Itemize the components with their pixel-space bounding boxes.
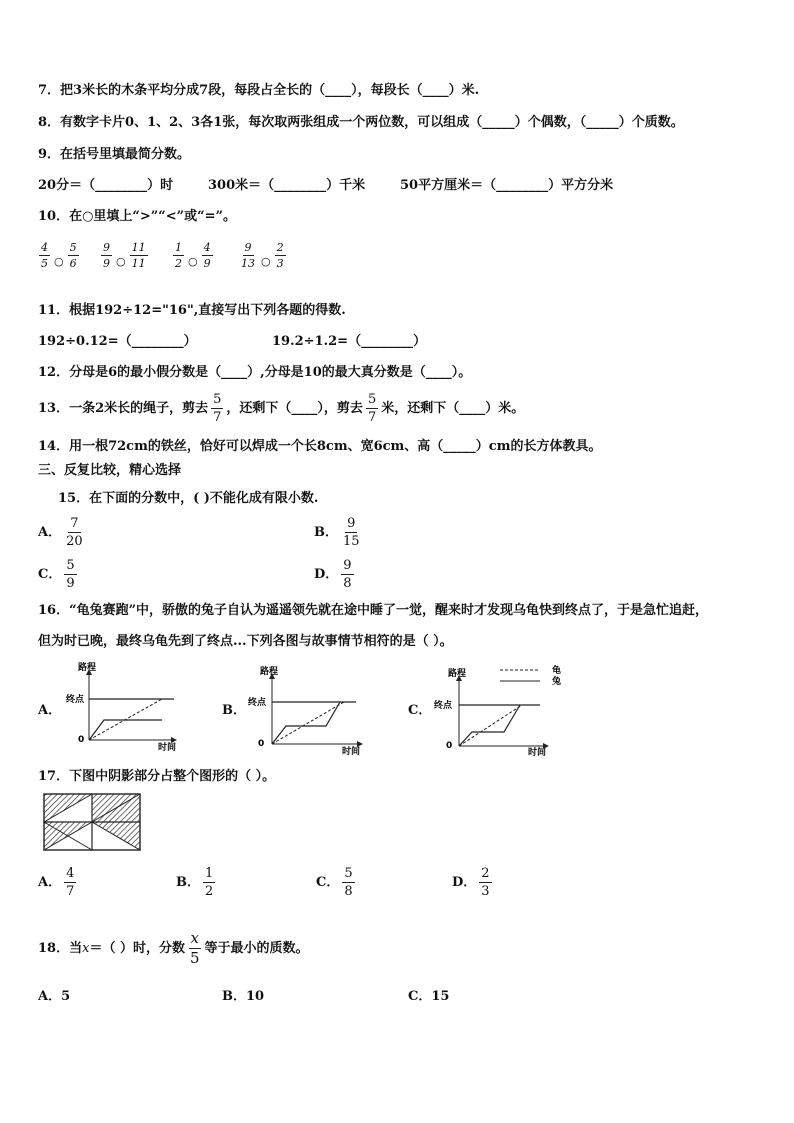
compare-pair-4: $\frac{9}{13}$ $_○$ $\frac{2}{3}$ xyxy=(241,241,284,270)
q16-option-c-label[interactable]: C． xyxy=(408,703,432,718)
legend-tortoise-label: 龟 xyxy=(552,666,562,676)
question-12: 12．分母是6的最小假分数是（____）,分母是10的最大真分数是（____）。 xyxy=(38,365,472,380)
q17-option-d[interactable]: D． $\frac{2}{3}$ xyxy=(452,866,490,899)
q15-option-d[interactable]: D． $\frac{9}{8}$ xyxy=(314,558,352,591)
q16-option-a-label[interactable]: A． xyxy=(38,703,62,718)
q17-option-b[interactable]: B． $\frac{1}{2}$ xyxy=(176,866,214,899)
q15-option-a[interactable]: A． $\frac{7}{20}$ xyxy=(38,516,83,549)
compare-pair-2: $\frac{9}{9}$ $_○$ $\frac{11}{11}$ xyxy=(103,241,146,270)
compare-circle: ○ xyxy=(54,255,64,268)
origin-label: 0 xyxy=(78,735,85,745)
axis-y-label: 路程 xyxy=(448,669,467,679)
axis-y-label: 路程 xyxy=(78,663,97,673)
question-9-title: 9．在括号里填最简分数。 xyxy=(38,147,191,162)
origin-label: 0 xyxy=(446,741,453,751)
q17-option-a[interactable]: A． $\frac{4}{7}$ xyxy=(38,866,75,899)
legend-rabbit-label: 兔 xyxy=(552,677,562,687)
q17-option-c[interactable]: C． $\frac{5}{8}$ xyxy=(316,866,353,899)
compare-pair-1: $\frac{4}{5}$ $_○$ $\frac{5}{6}$ xyxy=(41,241,77,270)
shaded-figure xyxy=(42,792,142,852)
compare-circle: ○ xyxy=(116,255,126,268)
q18-option-b[interactable]: B．10 xyxy=(222,989,265,1004)
finish-label: 终点 xyxy=(434,701,453,711)
question-17-title: 17．下图中阴影部分占整个图形的（ ）。 xyxy=(38,769,276,784)
finish-label: 终点 xyxy=(248,698,267,708)
compare-circle: ○ xyxy=(188,255,198,268)
q16-graph-c[interactable] xyxy=(432,662,572,758)
question-8: 8．有数字卡片0、1、2、3各1张，每次取两张组成一个两位数，可以组成（_____）个偶数，（_____）个质数。 xyxy=(38,115,684,130)
q16-graph-b[interactable] xyxy=(244,660,369,756)
question-11-title: 11．根据192÷12="16",直接写出下列各题的得数. xyxy=(38,303,346,318)
axis-x-label: 时间 xyxy=(158,743,177,752)
origin-label: 0 xyxy=(258,739,265,749)
axis-x-label: 时间 xyxy=(528,748,547,758)
q16-graph-a[interactable] xyxy=(64,660,184,752)
compare-circle: ○ xyxy=(261,255,271,268)
axis-y-label: 路程 xyxy=(260,667,279,677)
question-15-title: 15．在下面的分数中，( )不能化成有限小数. xyxy=(58,491,319,506)
question-9-a: 20分＝（________）时 xyxy=(38,178,174,193)
q18-option-c[interactable]: C．15 xyxy=(408,989,450,1004)
compare-pair-3: $\frac{1}{2}$ $_○$ $\frac{4}{9}$ xyxy=(175,241,211,270)
q15-option-c[interactable]: C． $\frac{5}{9}$ xyxy=(38,558,75,591)
finish-label: 终点 xyxy=(66,695,85,705)
question-9-c: 50平方厘米＝（________）平方分米 xyxy=(400,178,614,193)
question-13: 13．一条2米长的绳子，剪去 $\frac{5}{7}$ ，还剩下（____），剪去 $\frac{5}{7}$ 米，还剩下（____）米。 xyxy=(38,392,525,425)
question-16-line2: 但为时已晚，最终乌龟先到了终点...下列各图与故事情节相符的是（ ）。 xyxy=(38,634,453,649)
question-11-a: 192÷0.12=（________） xyxy=(38,334,197,349)
q16-option-b-label[interactable]: B． xyxy=(222,703,246,718)
question-7: 7．把3米长的木条平均分成7段，每段占全长的（____），每段长（____）米. xyxy=(38,83,480,98)
question-14: 14．用一根72cm的铁丝，恰好可以焊成一个长8cm、宽6cm、高（_____）cm的长方体教具。 xyxy=(38,439,602,454)
section-3-heading: 三、反复比较，精心选择 xyxy=(38,463,182,478)
q18-option-a[interactable]: A．5 xyxy=(38,989,71,1004)
question-11-b: 19.2÷1.2=（________） xyxy=(272,334,427,349)
q15-option-b[interactable]: B． $\frac{9}{15}$ xyxy=(314,516,360,549)
question-16-line1: 16．“龟兔赛跑”中，骄傲的兔子自认为遥遥领先就在途中睡了一觉，醒来时才发现乌龟快到终点了，于是急忙追赶， xyxy=(38,603,709,618)
question-18: 18．当x＝（ ）时，分数 $\frac{x}{5}$ 等于最小的质数。 xyxy=(38,929,309,967)
question-10-title: 10．在○里填上“>”“<”或“=”。 xyxy=(38,209,236,224)
axis-x-label: 时间 xyxy=(342,747,361,756)
question-9-b: 300米＝（________）千米 xyxy=(208,178,366,193)
